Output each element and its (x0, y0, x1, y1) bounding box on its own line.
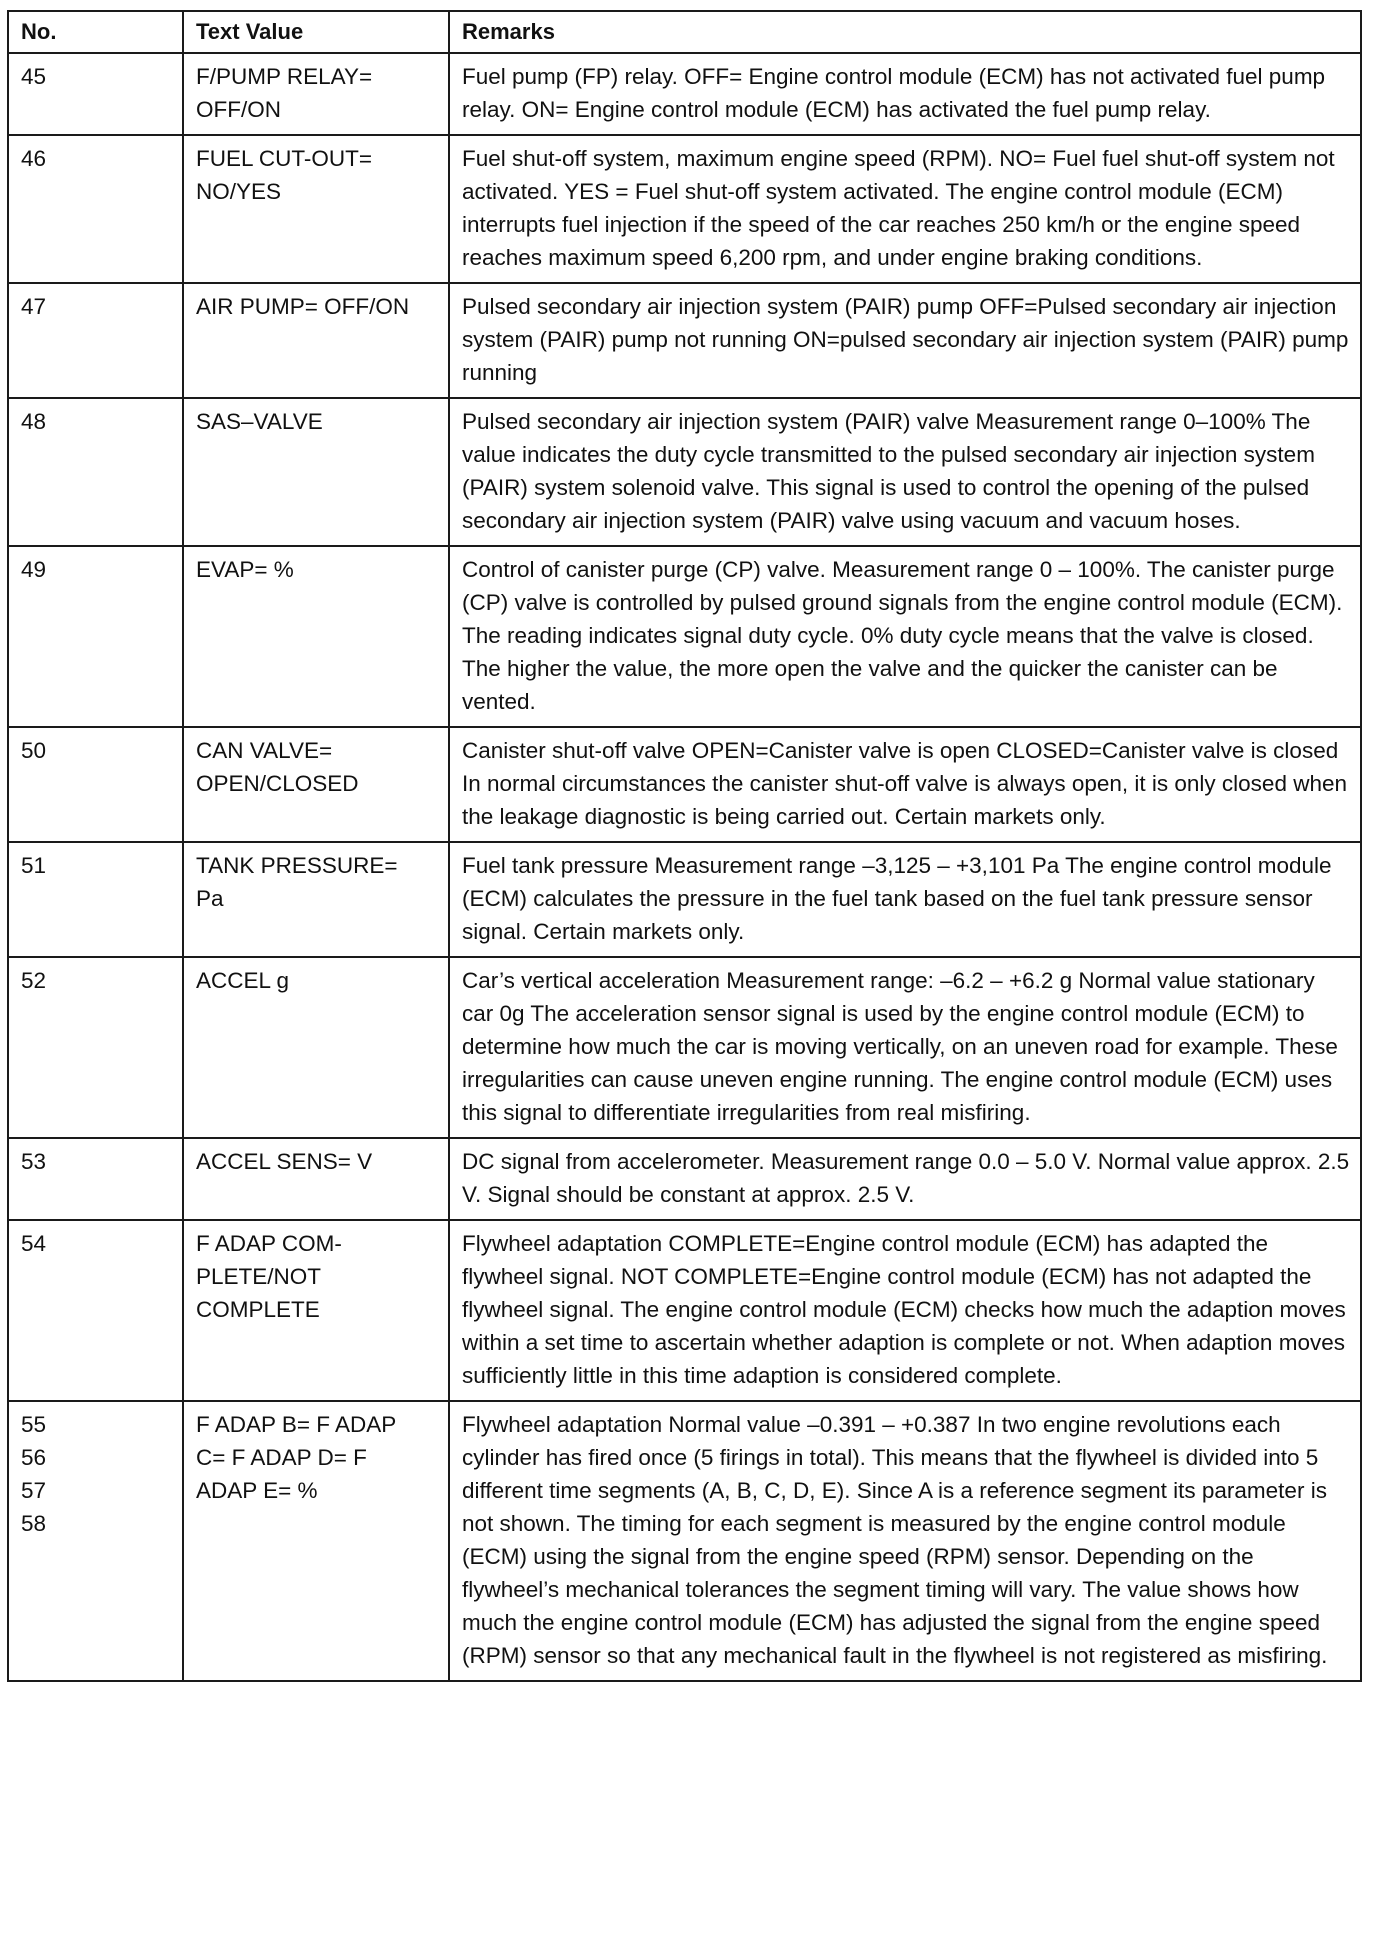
cell-remarks: Car’s vertical acceleration Measurement range: –6.2 – +6.2 g Normal value stationary car 0g The acceleration sensor signal is used by the engine control module (ECM) to determine how much the car is moving vertically, on an uneven road for example. These irregularities can cause uneven engine running. The engine control module (ECM) uses this signal to differentiate irregularities from real misfiring. (449, 957, 1361, 1138)
text-value-line: OPEN/CLOSED (196, 771, 359, 796)
row-number: 52 (21, 968, 47, 993)
table-body (8, 53, 1361, 1681)
header-remarks: Remarks (449, 11, 1361, 53)
text-value-line: ACCEL g (196, 968, 289, 993)
cell-text-value (183, 727, 449, 842)
table-row (8, 53, 1361, 135)
cell-no (8, 1401, 183, 1681)
row-number: 49 (21, 557, 47, 582)
text-value-line: TANK PRESSURE= (196, 853, 398, 878)
table-row (8, 957, 1361, 1138)
text-value-line: COMPLETE (196, 1297, 320, 1322)
header-text-value: Text Value (183, 11, 449, 53)
cell-remarks: Flywheel adaptation COMPLETE=Engine control module (ECM) has adapted the flywheel signal. NOT COMPLETE=Engine control module (ECM) has not adapted the flywheel signal. The engine control module (ECM) checks how much the adaption moves within a set time to ascertain whether adaption is complete or not. When adaption moves sufficiently little in this time adaption is considered complete. (449, 1220, 1361, 1401)
row-number: 55 (21, 1412, 47, 1437)
text-value-line: NO/YES (196, 179, 282, 204)
cell-no (8, 842, 183, 957)
table-row (8, 1401, 1361, 1681)
text-value-line: ADAP E= % (196, 1478, 318, 1503)
text-value-line: F ADAP COM- (196, 1231, 342, 1256)
row-number: 46 (21, 146, 47, 171)
cell-no (8, 546, 183, 727)
cell-text-value (183, 957, 449, 1138)
cell-remarks: Fuel tank pressure Measurement range –3,125 – +3,101 Pa The engine control module (ECM) calculates the pressure in the fuel tank based on the fuel tank pressure sensor signal. Certain markets only. (449, 842, 1361, 957)
text-value-line: EVAP= % (196, 557, 294, 582)
text-value-line: FUEL CUT-OUT= (196, 146, 373, 171)
table-row (8, 135, 1361, 283)
text-value-line: ACCEL SENS= V (196, 1149, 373, 1174)
row-number: 54 (21, 1231, 47, 1256)
row-number: 48 (21, 409, 47, 434)
cell-remarks: Canister shut-off valve OPEN=Canister valve is open CLOSED=Canister valve is closed In normal circumstances the canister shut-off valve is always open, it is only closed when the leakage diagnostic is being carried out. Certain markets only. (449, 727, 1361, 842)
header-no: No. (8, 11, 183, 53)
row-number: 58 (21, 1511, 47, 1536)
cell-no (8, 283, 183, 398)
cell-text-value (183, 398, 449, 546)
table-row (8, 842, 1361, 957)
cell-remarks: Control of canister purge (CP) valve. Measurement range 0 – 100%. The canister purge (CP) valve is controlled by pulsed ground signals from the engine control module (ECM). The reading indicates signal duty cycle. 0% duty cycle means that the valve is closed. The higher the value, the more open the valve and the quicker the canister can be vented. (449, 546, 1361, 727)
cell-remarks: Flywheel adaptation Normal value –0.391 – +0.387 In two engine revolutions each cylinder has fired once (5 firings in total). This means that the flywheel is divided into 5 different time segments (A, B, C, D, E). Since A is a reference segment its parameter is not shown. The timing for each segment is measured by the engine control module (ECM) using the signal from the engine speed (RPM) sensor. Depending on the flywheel’s mechanical tolerances the segment timing will vary. The value shows how much the engine control module (ECM) has adjusted the signal from the engine speed (RPM) sensor so that any mechanical fault in the flywheel is not registered as misfiring. (449, 1401, 1361, 1681)
cell-no (8, 1220, 183, 1401)
row-number: 56 (21, 1445, 47, 1470)
text-value-line: C= F ADAP D= F (196, 1445, 367, 1470)
table-row (8, 398, 1361, 546)
text-value-line: SAS–VALVE (196, 409, 323, 434)
table-row (8, 546, 1361, 727)
cell-text-value (183, 1138, 449, 1220)
text-value-line: F/PUMP RELAY= (196, 64, 373, 89)
row-number: 45 (21, 64, 47, 89)
cell-text-value (183, 1401, 449, 1681)
parameter-table (7, 10, 1362, 1682)
cell-no (8, 53, 183, 135)
table-row (8, 1220, 1361, 1401)
row-number: 57 (21, 1478, 47, 1503)
table-row (8, 1138, 1361, 1220)
text-value-line: AIR PUMP= OFF/ON (196, 294, 410, 319)
cell-no (8, 135, 183, 283)
cell-remarks: Fuel shut-off system, maximum engine speed (RPM). NO= Fuel fuel shut-off system not activated. YES = Fuel shut-off system activated. The engine control module (ECM) interrupts fuel injection if the speed of the car reaches 250 km/h or the engine speed reaches maximum speed 6,200 rpm, and under engine braking conditions. (449, 135, 1361, 283)
table-row (8, 283, 1361, 398)
text-value-line: CAN VALVE= (196, 738, 333, 763)
cell-remarks: Pulsed secondary air injection system (PAIR) pump OFF=Pulsed secondary air injection system (PAIR) pump not running ON=pulsed secondary air injection system (PAIR) pump running (449, 283, 1361, 398)
text-value-line: OFF/ON (196, 97, 281, 122)
row-number: 53 (21, 1149, 47, 1174)
text-value-line: F ADAP B= F ADAP (196, 1412, 397, 1437)
text-value-line: Pa (196, 886, 224, 911)
row-number: 47 (21, 294, 47, 319)
cell-text-value (183, 1220, 449, 1401)
header-row (8, 11, 1361, 53)
row-number: 51 (21, 853, 47, 878)
row-number: 50 (21, 738, 47, 763)
cell-no (8, 1138, 183, 1220)
cell-text-value (183, 135, 449, 283)
cell-text-value (183, 283, 449, 398)
cell-remarks: Pulsed secondary air injection system (PAIR) valve Measurement range 0–100% The value indicates the duty cycle transmitted to the pulsed secondary air injection system (PAIR) system solenoid valve. This signal is used to control the opening of the pulsed secondary air injection system (PAIR) valve using vacuum and vacuum hoses. (449, 398, 1361, 546)
cell-text-value (183, 842, 449, 957)
table-row (8, 727, 1361, 842)
cell-text-value (183, 546, 449, 727)
cell-no (8, 957, 183, 1138)
cell-no (8, 398, 183, 546)
cell-no (8, 727, 183, 842)
cell-text-value (183, 53, 449, 135)
cell-remarks: DC signal from accelerometer. Measurement range 0.0 – 5.0 V. Normal value approx. 2.5 V. Signal should be constant at approx. 2.5 V. (449, 1138, 1361, 1220)
text-value-line: PLETE/NOT (196, 1264, 322, 1289)
cell-remarks: Fuel pump (FP) relay. OFF= Engine control module (ECM) has not activated fuel pump relay. ON= Engine control module (ECM) has activated the fuel pump relay. (449, 53, 1361, 135)
